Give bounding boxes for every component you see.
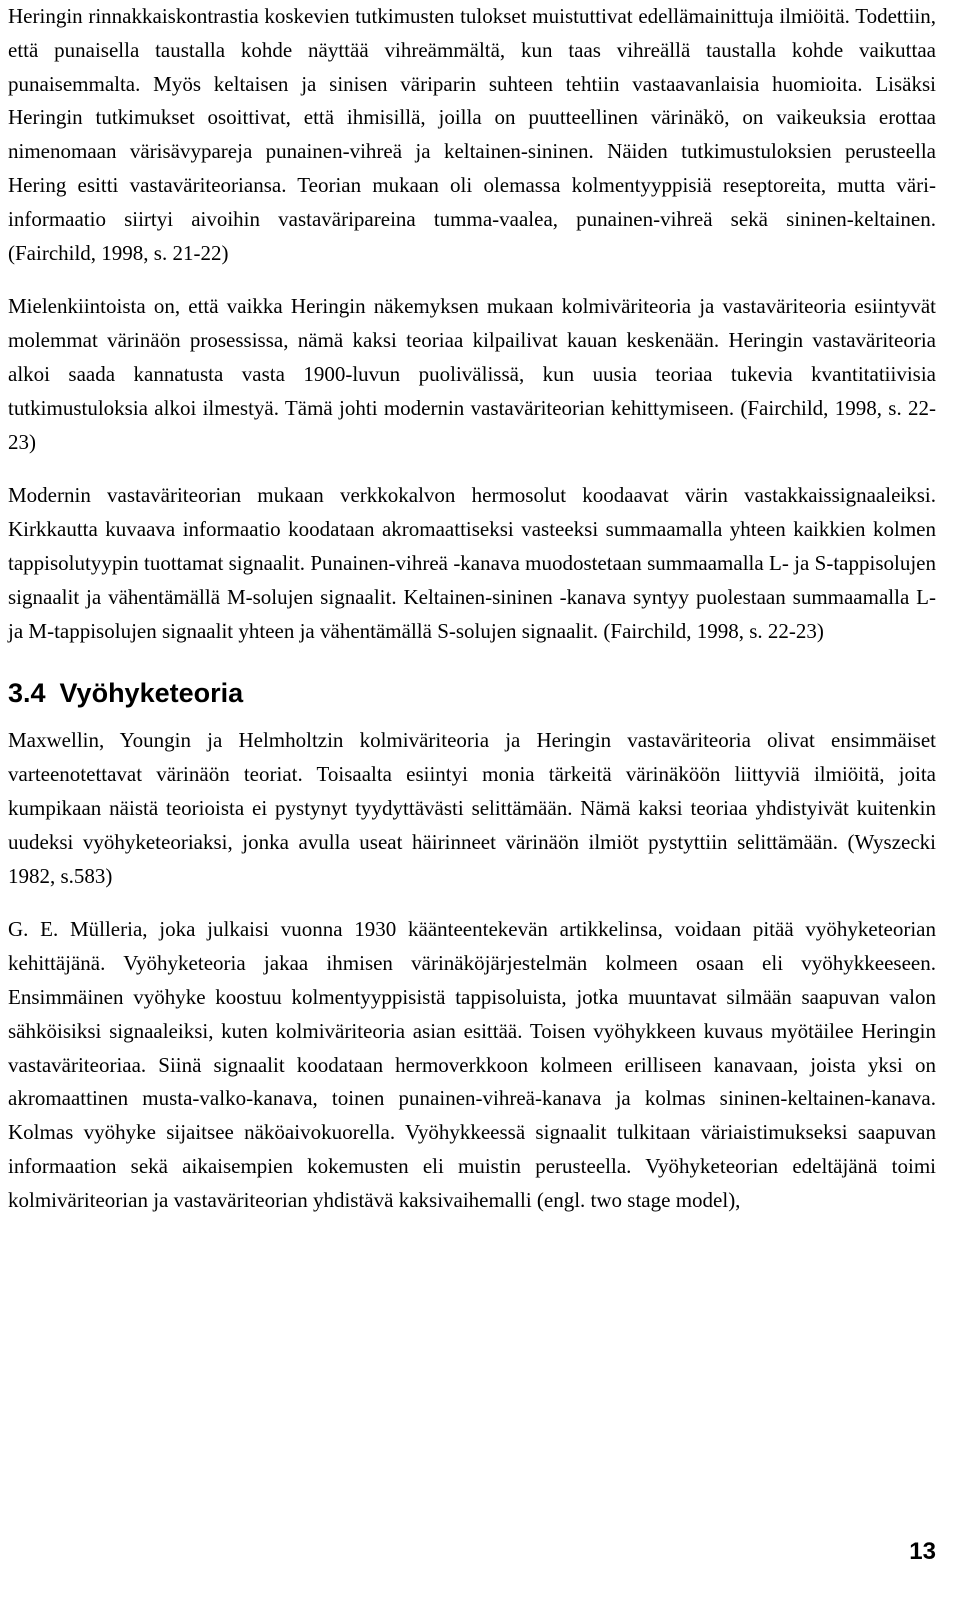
paragraph-modern-opponent-theory: Modernin vastaväriteorian mukaan verkkokalvon hermosolut koodaavat värin vastakkaissignaaleiksi. Kirkkautta kuvaava informaatio koodataan akromaattiseksi vasteeksi summaamalla yhteen kaikkien kolmen tappisolutyypin tuottamat signaalit. Punainen-vihreä -kanava muodostetaan summaamalla L- ja S-tappisolujen signaalit ja vähentämällä M-solujen signaalit. Keltainen-sininen -kanava syntyy puolestaan summaamalla L- ja M-tappisolujen signaalit yhteen ja vähentämällä S-solujen signaalit. (Fairchild, 1998, s. 22-23) [8, 483, 936, 643]
section-title: Vyöhyketeoria [59, 678, 244, 709]
paragraph-muller-zone-theory: G. E. Mülleria, joka julkaisi vuonna 1930 käänteentekevän artikkelinsa, voidaan pitää vyöhyketeorian kehittäjänä. Vyöhyketeoria jakaa ihmisen värinäköjärjestelmän kolmeen osaan eli vyöhykkeeseen. Ensimmäinen vyöhyke koostuu kolmentyyppisistä tappisoluista, jotka muuntavat silmään saapuvan valon sähköisiksi signaaleiksi, kuten kolmiväriteoria asian esittää. Toisen vyöhykkeen kuvaus myötäilee Heringin vastaväriteoriaa. Siinä signaalit koodataan hermoverkkoon kolmeen erilliseen kanavaan, joista yksi on akromaattinen musta-valko-kanava, toinen punainen-vihreä-kanava ja kolmas sininen-keltainen-kanava. Kolmas vyöhyke sijaitsee näköaivokuorella. Vyöhykkeessä signaalit tulkitaan väriaistimukseksi saapuvan informaation sekä aikaisempien kokemusten eli muistin perusteella. Vyöhyketeorian edeltäjänä toimi kolmiväriteorian ja vastaväriteorian yhdistävä kaksivaihemalli (engl. two stage model), [8, 917, 936, 1212]
page-number: 13 [909, 1538, 936, 1565]
section-number: 3.4 [8, 678, 46, 709]
paragraph-zone-theory-intro: Maxwellin, Youngin ja Helmholtzin kolmiväriteoria ja Heringin vastaväriteoria olivat ensimmäiset varteenotettavat värinäön teoriat. Toisaalta esiintyi monia tärkeitä värinäköön liittyviä ilmiöitä, joita kumpikaan näistä teorioista ei pystynyt tyydyttävästi selittämään. Nämä kaksi teoriaa yhdistyivät kuitenkin uudeksi vyöhyketeoriaksi, jonka avulla useat häirinneet värinäön ilmiöt pystyttiin selittämään. (Wyszecki 1982, s.583) [8, 728, 936, 888]
paragraph-theory-competition: Mielenkiintoista on, että vaikka Heringin näkemyksen mukaan kolmiväriteoria ja vastaväriteoria esiintyvät molemmat värinäön prosessissa, nämä kaksi teoriaa kilpailivat kauan keskenään. Heringin vastaväriteoria alkoi saada kannatusta vasta 1900-luvun puolivälissä, kun uusia teoriaa tukevia kvantitatiivisia tutkimustuloksia alkoi ilmestyä. Tämä johti modernin vastaväriteorian kehittymiseen. (Fairchild, 1998, s. 22-23) [8, 294, 936, 454]
paragraph-hering-contrast: Heringin rinnakkaiskontrastia koskevien tutkimusten tulokset muistuttivat edellämainittuja ilmiöitä. Todettiin, että punaisella taustalla kohde näyttää vihreämmältä, kun taas vihreällä taustalla kohde vaikuttaa punaisemmalta. Myös keltaisen ja sinisen väriparin suhteen tehtiin vastaavanlaisia huomioita. Lisäksi Heringin tutkimukset osoittivat, että ihmisillä, joilla on puutteellinen värinäkö, on vaikeuksia erottaa nimenomaan värisävypareja punainen-vihreä ja keltainen-sininen. Näiden tutkimustuloksien perusteella Hering esitti vastaväriteoriansa. Teorian mukaan oli olemassa kolmentyyppisiä reseptoreita, mutta väri-informaatio siirtyi aivoihin vastaväripareina tumma-vaalea, punainen-vihreä sekä sininen-keltainen. (Fairchild, 1998, s. 21-22) [8, 4, 936, 265]
document-page [8, 0, 936, 1218]
section-heading [8, 676, 936, 710]
